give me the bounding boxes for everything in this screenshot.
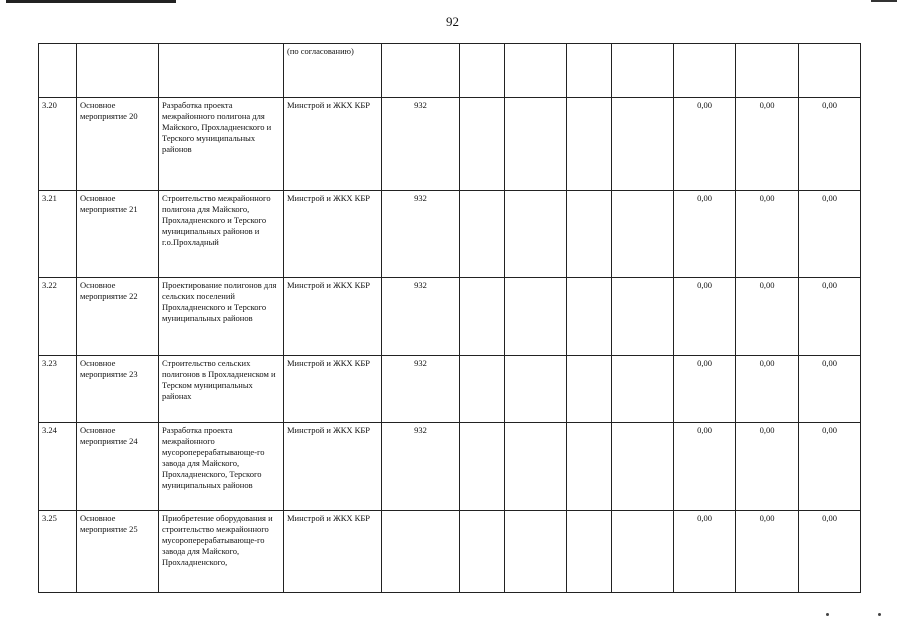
table-row <box>39 356 861 423</box>
table-cell <box>567 44 612 98</box>
table-cell <box>612 191 674 278</box>
table-cell <box>460 511 505 593</box>
funding-value: 0,00 <box>736 98 799 191</box>
event-description: Проектирование полигонов для сельских поселений Прохладненского и Терского муниципальных районов <box>159 278 284 356</box>
funding-value: 0,00 <box>736 423 799 511</box>
table-cell <box>505 423 567 511</box>
table-cell <box>159 44 284 98</box>
event-description: Разработка проекта межрайонного полигона для Майского, Прохладненского и Терского муниципальных районов <box>159 98 284 191</box>
funding-value: 0,00 <box>674 98 736 191</box>
executor: Минстрой и ЖКХ КБР <box>284 423 382 511</box>
table-cell <box>460 278 505 356</box>
executor: Минстрой и ЖКХ КБР <box>284 98 382 191</box>
row-number: 3.23 <box>39 356 77 423</box>
table-cell <box>612 356 674 423</box>
table-cell <box>736 44 799 98</box>
funding-value: 0,00 <box>799 278 861 356</box>
table-cell <box>567 356 612 423</box>
event-description: Разработка проекта межрайонного мусороперерабатывающе-го завода для Майского, Прохладненского, Терского муниципальных районов <box>159 423 284 511</box>
funding-value: 0,00 <box>674 191 736 278</box>
row-number: 3.20 <box>39 98 77 191</box>
executor: Минстрой и ЖКХ КБР <box>284 356 382 423</box>
funding-value: 0,00 <box>736 278 799 356</box>
funding-value: 0,00 <box>736 356 799 423</box>
event-description: Строительство межрайонного полигона для Майского, Прохладненского и Терского муниципальных районов и г.о.Прохладный <box>159 191 284 278</box>
event-name: Основное мероприятие 25 <box>77 511 159 593</box>
event-name: Основное мероприятие 20 <box>77 98 159 191</box>
budget-code: 932 <box>382 98 460 191</box>
funding-value: 0,00 <box>799 98 861 191</box>
table-cell <box>505 191 567 278</box>
funding-value: 0,00 <box>799 356 861 423</box>
table-cell <box>460 356 505 423</box>
table-row <box>39 191 861 278</box>
table-row <box>39 44 861 98</box>
table-cell <box>505 356 567 423</box>
budget-code: 932 <box>382 278 460 356</box>
table-cell <box>77 44 159 98</box>
table-cell <box>505 98 567 191</box>
program-table <box>38 43 861 593</box>
funding-value: 0,00 <box>799 511 861 593</box>
table-row <box>39 511 861 593</box>
executor: Минстрой и ЖКХ КБР <box>284 511 382 593</box>
table-cell <box>567 423 612 511</box>
budget-code <box>382 511 460 593</box>
table-cell <box>567 191 612 278</box>
row-number: 3.25 <box>39 511 77 593</box>
table-row <box>39 423 861 511</box>
table-cell <box>505 511 567 593</box>
budget-code: 932 <box>382 423 460 511</box>
table-cell <box>612 278 674 356</box>
scan-artifact-line <box>6 0 176 3</box>
row-number: 3.21 <box>39 191 77 278</box>
budget-code: 932 <box>382 191 460 278</box>
page-number: 92 <box>446 14 459 29</box>
table-cell <box>612 511 674 593</box>
scan-dot <box>878 613 881 616</box>
event-name: Основное мероприятие 23 <box>77 356 159 423</box>
table-cell <box>460 423 505 511</box>
event-description: Строительство сельских полигонов в Прохладненском и Терском муниципальных районах <box>159 356 284 423</box>
budget-code: 932 <box>382 356 460 423</box>
funding-value: 0,00 <box>799 191 861 278</box>
table-cell <box>39 44 77 98</box>
funding-value: 0,00 <box>674 511 736 593</box>
executor: Минстрой и ЖКХ КБР <box>284 278 382 356</box>
scan-artifact-line <box>871 0 897 2</box>
table-cell <box>567 278 612 356</box>
table-cell <box>460 191 505 278</box>
table-cell <box>505 44 567 98</box>
event-description: Приобретение оборудования и строительство межрайонного мусороперерабатывающе-го завода для Майского, Прохладненского, <box>159 511 284 593</box>
event-name: Основное мероприятие 21 <box>77 191 159 278</box>
table-cell <box>674 44 736 98</box>
executor-note: (по согласованию) <box>284 44 382 98</box>
row-number: 3.22 <box>39 278 77 356</box>
table-cell <box>460 44 505 98</box>
table-cell <box>460 98 505 191</box>
scan-dot <box>826 613 829 616</box>
table-cell <box>567 98 612 191</box>
funding-value: 0,00 <box>799 423 861 511</box>
table-row <box>39 278 861 356</box>
table-cell <box>612 44 674 98</box>
table-cell <box>612 98 674 191</box>
event-name: Основное мероприятие 22 <box>77 278 159 356</box>
funding-value: 0,00 <box>674 423 736 511</box>
table-cell <box>799 44 861 98</box>
funding-value: 0,00 <box>674 278 736 356</box>
row-number: 3.24 <box>39 423 77 511</box>
funding-value: 0,00 <box>736 191 799 278</box>
table-row <box>39 98 861 191</box>
funding-value: 0,00 <box>736 511 799 593</box>
event-name: Основное мероприятие 24 <box>77 423 159 511</box>
table-cell <box>567 511 612 593</box>
table-cell <box>382 44 460 98</box>
funding-value: 0,00 <box>674 356 736 423</box>
table-cell <box>612 423 674 511</box>
executor: Минстрой и ЖКХ КБР <box>284 191 382 278</box>
table-cell <box>505 278 567 356</box>
